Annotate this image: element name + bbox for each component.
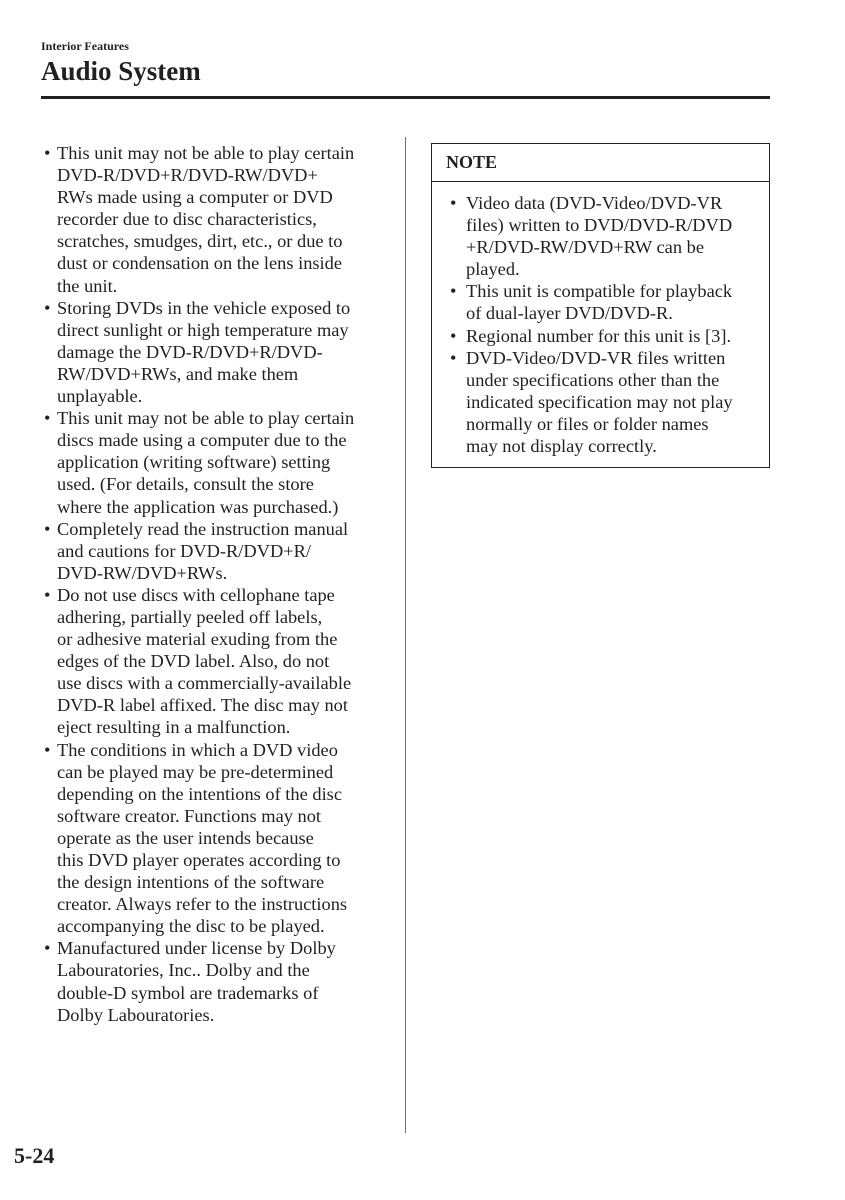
text-line: Regional number for this unit is [3].: [466, 325, 732, 346]
bullet-dot-icon: •: [44, 518, 51, 539]
note-item-4: [448, 347, 768, 457]
text-line: files) written to DVD/DVD-R/DVD: [466, 215, 733, 236]
text-line: this DVD player operates according to: [57, 850, 341, 870]
text-line: under specifications other than the: [466, 369, 720, 390]
text-line: application (writing software) setting: [57, 452, 331, 473]
bullet-dot-icon: •: [44, 739, 51, 760]
bullet-item-6: [43, 739, 393, 938]
bullet-item-1: [43, 142, 393, 297]
text-line: unplayable.: [57, 386, 143, 407]
bullet-dot-icon: •: [450, 193, 457, 213]
text-line: This unit may not be able to play certain: [57, 408, 355, 429]
main-bullet-list: [43, 142, 393, 1026]
note-item-2: [448, 280, 768, 324]
bullet-item-2: [43, 297, 393, 407]
text-line: normally or files or folder names: [466, 413, 709, 434]
text-line: direct sunlight or high temperature may: [57, 319, 349, 340]
section-label: Interior Features: [41, 39, 129, 53]
note-box: [431, 143, 770, 468]
text-line: damage the DVD-R/DVD+R/DVD-: [57, 341, 323, 362]
note-item-3: [448, 325, 768, 347]
bullet-dot-icon: •: [44, 408, 51, 429]
note-list: [448, 192, 768, 457]
text-line: use discs with a commercially-available: [57, 673, 352, 694]
text-line: used. (For details, consult the store: [57, 474, 314, 495]
bullet-item-4: [43, 518, 393, 584]
text-line: dust or condensation on the lens inside: [57, 253, 343, 274]
text-line: or adhesive material exuding from the: [57, 629, 338, 650]
text-line: operate as the user intends because: [57, 827, 314, 848]
text-line: discs made using a computer due to the: [57, 430, 347, 451]
text-line: played.: [466, 259, 520, 280]
text-line: creator. Always refer to the instructions: [57, 894, 348, 915]
bullet-item-5: [43, 584, 393, 739]
text-line: depending on the intentions of the disc: [57, 783, 343, 804]
text-line: Labouratories, Inc.. Dolby and the: [57, 960, 310, 981]
text-line: eject resulting in a malfunction.: [57, 717, 291, 738]
text-line: accompanying the disc to be played.: [57, 916, 325, 937]
text-line: the design intentions of the software: [57, 872, 325, 893]
text-line: DVD-R/DVD+R/DVD-RW/DVD+: [57, 165, 318, 186]
text-line: may not display correctly.: [466, 436, 657, 457]
text-line: Completely read the instruction manual: [57, 518, 349, 539]
bullet-dot-icon: •: [44, 143, 51, 163]
column-divider: [405, 137, 406, 1133]
text-line: Storing DVDs in the vehicle exposed to: [57, 297, 351, 318]
text-line: The conditions in which a DVD video: [57, 739, 338, 760]
text-line: and cautions for DVD-R/DVD+R/: [57, 540, 312, 561]
text-line: This unit may not be able to play certain: [57, 143, 355, 163]
text-line: RW/DVD+RWs, and make them: [57, 363, 299, 384]
text-line: of dual-layer DVD/DVD-R.: [466, 303, 673, 324]
text-line: Video data (DVD-Video/DVD-VR: [466, 193, 723, 213]
text-line: software creator. Functions may not: [57, 805, 322, 826]
text-line: double-D symbol are trademarks of: [57, 982, 319, 1003]
bullet-dot-icon: •: [44, 584, 51, 605]
text-line: DVD-R label affixed. The disc may not: [57, 695, 348, 716]
text-line: can be played may be pre-determined: [57, 761, 334, 782]
bullet-dot-icon: •: [450, 325, 457, 346]
bullet-dot-icon: •: [450, 347, 457, 368]
text-line: +R/DVD-RW/DVD+RW can be: [466, 237, 704, 258]
page-title: Audio System: [41, 56, 201, 86]
text-line: Dolby Labouratories.: [57, 1004, 215, 1025]
note-heading: NOTE: [432, 144, 769, 182]
bullet-item-7: [43, 937, 393, 1025]
text-line: where the application was purchased.): [57, 496, 339, 517]
text-line: RWs made using a computer or DVD: [57, 187, 333, 208]
title-divider: [41, 96, 770, 99]
note-item-1: [448, 192, 768, 280]
text-line: Manufactured under license by Dolby: [57, 938, 336, 959]
bullet-dot-icon: •: [450, 281, 457, 302]
text-line: This unit is compatible for playback: [466, 281, 733, 302]
text-line: adhering, partially peeled off labels,: [57, 606, 323, 627]
text-line: Do not use discs with cellophane tape: [57, 584, 335, 605]
page-number: 5-24: [14, 1143, 55, 1168]
text-line: scratches, smudges, dirt, etc., or due to: [57, 231, 343, 252]
text-line: the unit.: [57, 275, 118, 296]
text-line: DVD-RW/DVD+RWs.: [57, 562, 228, 583]
text-line: edges of the DVD label. Also, do not: [57, 651, 330, 672]
text-line: recorder due to disc characteristics,: [57, 209, 317, 230]
bullet-dot-icon: •: [44, 938, 51, 959]
bullet-dot-icon: •: [44, 297, 51, 318]
text-line: indicated specification may not play: [466, 391, 733, 412]
bullet-item-3: [43, 407, 393, 517]
text-line: DVD-Video/DVD-VR files written: [466, 347, 726, 368]
